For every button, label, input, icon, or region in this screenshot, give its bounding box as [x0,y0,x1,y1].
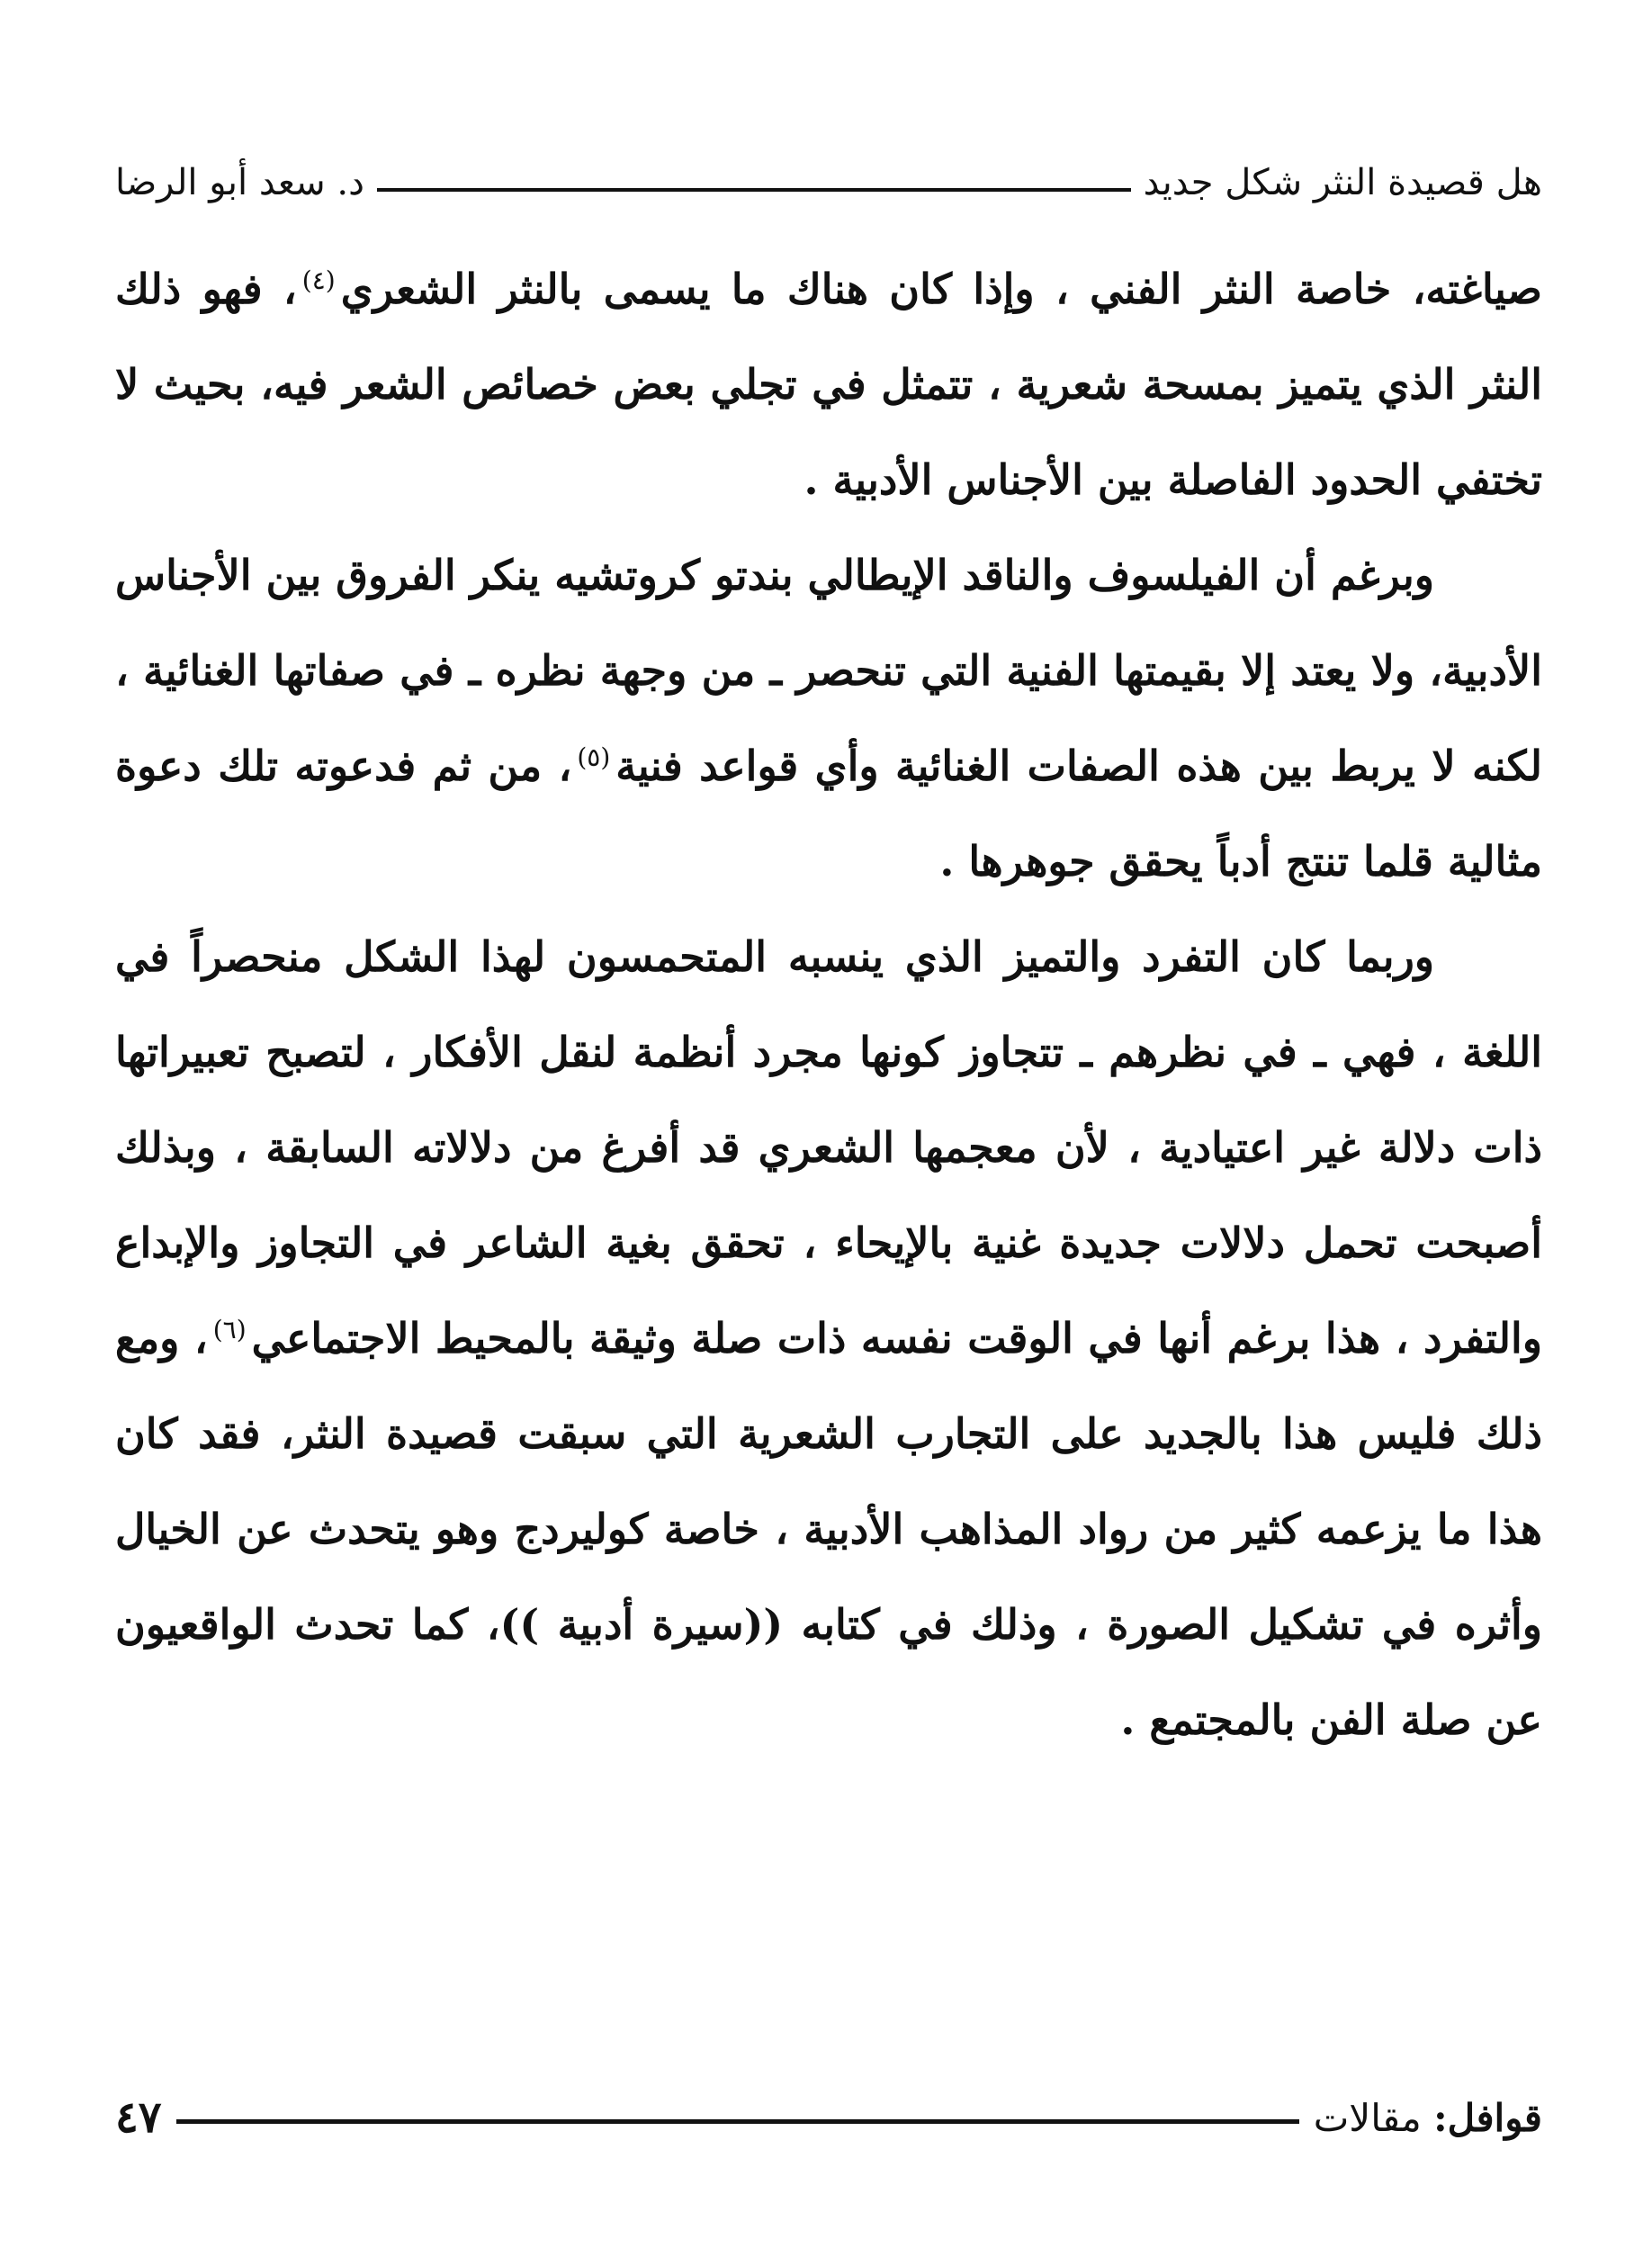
paragraph-2 [115,527,1542,909]
running-header [115,151,1542,214]
paragraph-1 [115,241,1542,527]
running-footer [115,2086,1542,2149]
paragraph-1-text-a: صياغته، خاصة النثر الفني ، وإذا كان هناك ما يسمى بالنثر الشعري [340,265,1542,313]
footnote-ref-6: (٦) [212,1314,247,1344]
footnote-ref-4: (٤) [301,265,336,295]
running-header-title: هل قصيدة النثر شكل جديد [1143,162,1542,203]
running-header-author: د. سعد أبو الرضا [115,162,364,203]
page-number: ٤٧ [115,2092,162,2143]
paragraph-1-text-b: ، فهو ذلك النثر الذي يتميز بمسحة شعرية ، تتمثل في تجلي بعض خصائص الشعر فيه، بحيث لا تختفي الحدود الفاصلة بين الأجناس الأدبية . [115,265,1542,504]
footer-section: مقالات [1313,2095,1422,2140]
footer-journal: قوافل: [1433,2095,1542,2140]
footer-rule [176,2119,1299,2124]
article-body [115,241,1542,1767]
header-rule [377,188,1131,192]
paragraph-3-text-b: ، ومع ذلك فليس هذا بالجديد على التجارب الشعرية التي سبقت قصيدة النثر، فقد كان هذا ما يزعمه كثير من رواد المذاهب الأدبية ، خاصة كوليردج وهو يتحدث عن الخيال وأثره في تشكيل الصورة ، وذلك في كتابه ((سيرة أدبية ))، كما تحدث الواقعيون عن صلة الفن بالمجتمع . [115,1314,1542,1744]
paragraph-2-text-a: وبرغم أن الفيلسوف والناقد الإيطالي بندتو كروتشيه ينكر الفروق بين الأجناس الأدبية، ولا يعتد إلا بقيمتها الفنية التي تنحصر ـ من وجهة نظره ـ في صفاتها الغنائية ، لكنه لا يربط بين هذه الصفات الغنائية وأي قواعد فنية [115,551,1542,790]
paragraph-2-text-b: ، من ثم فدعوته تلك دعوة مثالية قلما تنتج أدباً يحقق جوهرها . [115,742,1542,886]
footnote-ref-5: (٥) [577,742,611,772]
paragraph-3 [115,909,1542,1767]
footer-label [1314,2096,1542,2140]
paragraph-3-text-a: وربما كان التفرد والتميز الذي ينسبه المتحمسون لهذا الشكل منحصراً في اللغة ، فهي ـ في نظرهم ـ تتجاوز كونها مجرد أنظمة لنقل الأفكار ، لتصبح تعبيراتها ذات دلالة غير اعتيادية ، لأن معجمها الشعري قد أفرغ من دلالاته السابقة ، وبذلك أصبحت تحمل دلالات جديدة غنية بالإيحاء ، تحقق بغية الشاعر في التجاوز والإبداع والتفرد ، هذا برغم أنها في الوقت نفسه ذات صلة وثيقة بالمحيط الاجتماعي [115,932,1543,1362]
